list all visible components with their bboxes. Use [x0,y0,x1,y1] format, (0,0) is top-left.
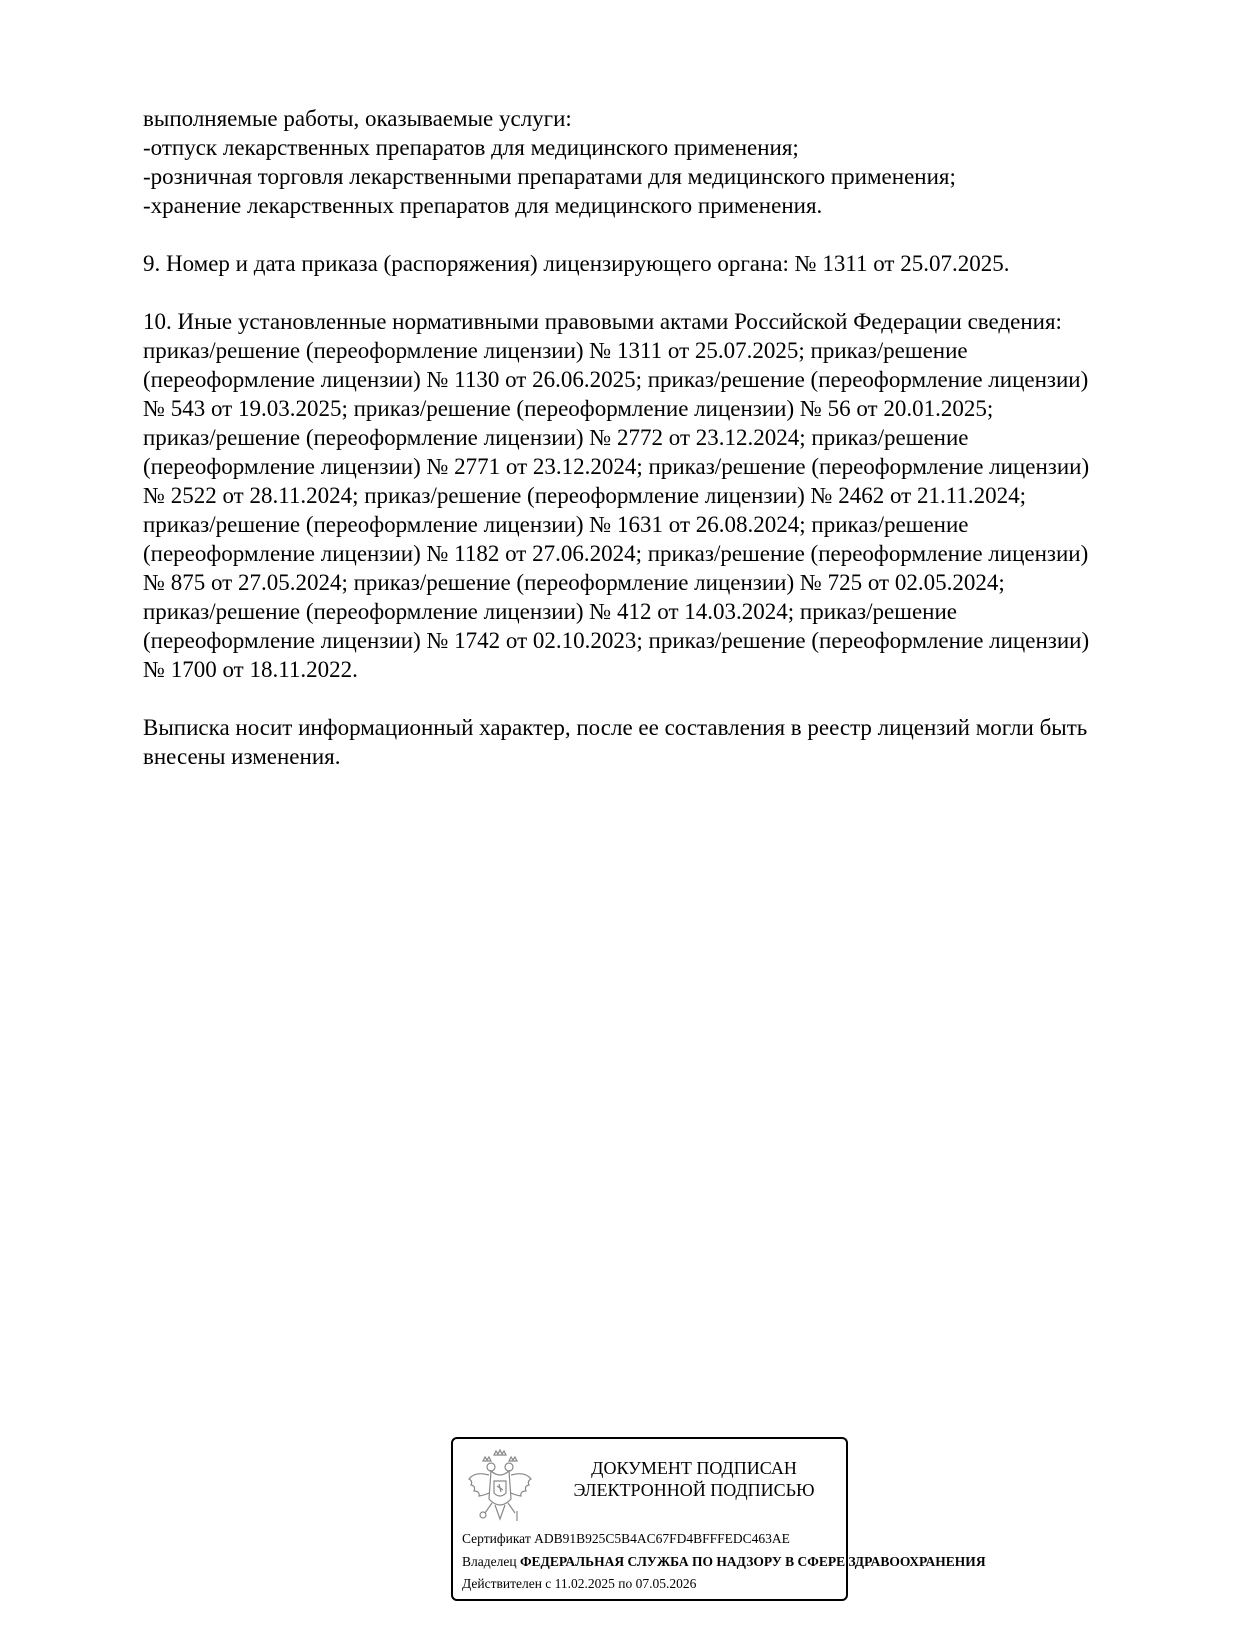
stamp-title [549,1457,839,1501]
services-line: -отпуск лекарственных препаратов для медицинского применения; [143,135,799,160]
paragraph-gap [143,278,1153,307]
other-info-line: (переоформление лицензии) № 1182 от 27.06.2024; приказ/решение (переоформление лицензии) [143,541,1089,566]
other-info-line: (переоформление лицензии) № 2771 от 23.12.2024; приказ/решение (переоформление лицензии) [143,454,1090,479]
disclaimer-line: Выписка носит информационный характер, после ее составления в реестр лицензий могли быть [143,715,1088,740]
other-info-line: приказ/решение (переоформление лицензии) № 412 от 14.03.2024; приказ/решение [143,599,957,624]
validity-line: Действителен с 11.02.2025 по 07.05.2026 [462,1576,697,1591]
other-info-line: (переоформление лицензии) № 1130 от 26.06.2025; приказ/решение (переоформление лицензии) [143,367,1089,392]
stamp-title-line: ЭЛЕКТРОННОЙ ПОДПИСЬЮ [573,1480,815,1500]
owner-line [462,1554,986,1570]
certificate-value: ADB91B925C5B4AC67FD4BFFFEDC463AE [534,1531,790,1546]
other-info-line: приказ/решение (переоформление лицензии) № 2772 от 23.12.2024; приказ/решение [143,425,969,450]
certificate-line [462,1531,790,1547]
other-info-line: 10. Иные установленные нормативными правовыми актами Российской Федерации сведения: [143,309,1062,334]
owner-label: Владелец [462,1554,517,1569]
electronic-signature-stamp [451,1437,986,1601]
paragraph-gap [143,220,1153,249]
certificate-label: Сертификат [462,1531,531,1546]
other-info-line: № 2522 от 28.11.2024; приказ/решение (переоформление лицензии) № 2462 от 21.11.2024; [143,483,1027,508]
services-line: выполняемые работы, оказываемые услуги: [143,106,572,131]
stamp-title-line: ДОКУМЕНТ ПОДПИСАН [591,1458,797,1478]
order-number-item: 9. Номер и дата приказа (распоряжения) лицензирующего органа: № 1311 от 25.07.2025. [143,251,1010,276]
paragraph-gap [143,684,1153,713]
owner-value: ФЕДЕРАЛЬНАЯ СЛУЖБА ПО НАДЗОРУ В СФЕРЕ ЗДРАВООХРАНЕНИЯ [519,1554,986,1569]
other-info-line: (переоформление лицензии) № 1742 от 02.10.2023; приказ/решение (переоформление лицензии) [143,628,1090,653]
other-info-line: № 1700 от 18.11.2022. [143,657,358,682]
other-info-line: приказ/решение (переоформление лицензии) № 1631 от 26.08.2024; приказ/решение [143,512,969,537]
document-body [143,104,1153,771]
other-info-line: № 875 от 27.05.2024; приказ/решение (переоформление лицензии) № 725 от 02.05.2024; [143,570,1005,595]
disclaimer-line: внесены изменения. [143,744,341,769]
services-line: -розничная торговля лекарственными препаратами для медицинского применения; [143,164,956,189]
russian-coat-of-arms-icon [465,1449,535,1529]
services-line: -хранение лекарственных препаратов для медицинского применения. [143,193,823,218]
other-info-line: приказ/решение (переоформление лицензии) № 1311 от 25.07.2025; приказ/решение [143,338,968,363]
other-info-line: № 543 от 19.03.2025; приказ/решение (переоформление лицензии) № 56 от 20.01.2025; [143,396,994,421]
